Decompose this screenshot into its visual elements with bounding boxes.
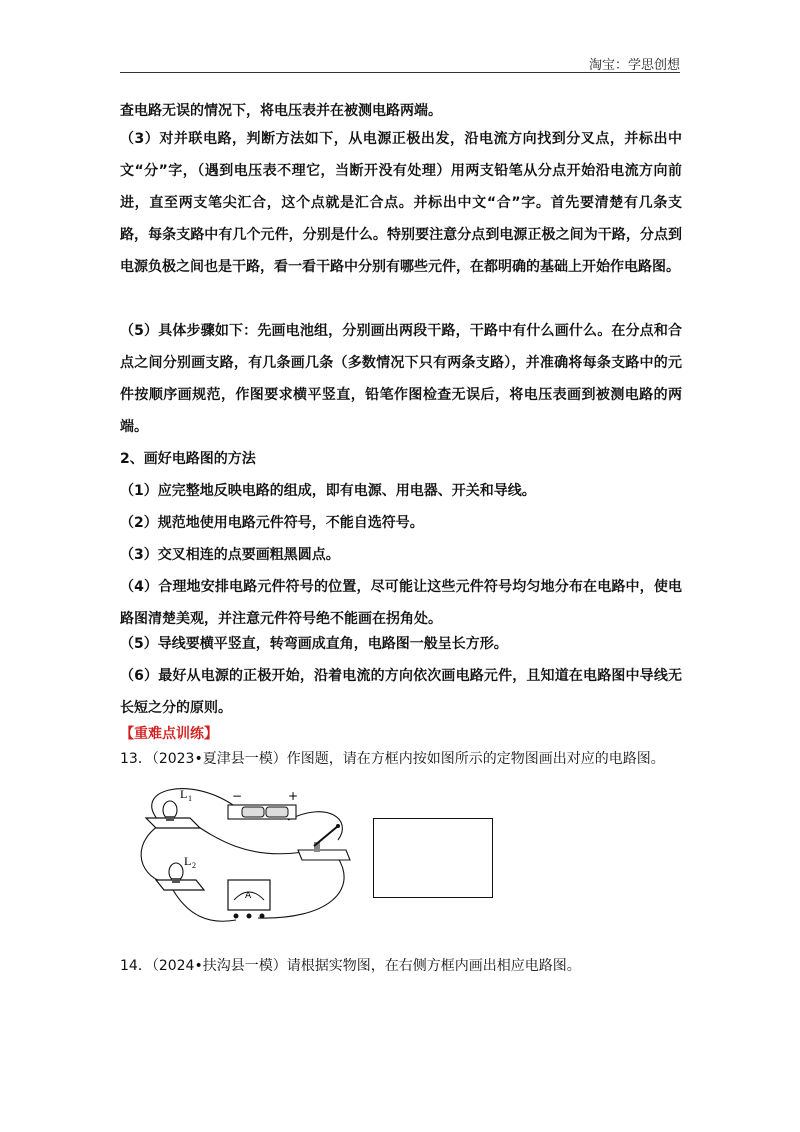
paragraph-continuation: 查电路无误的情况下，将电压表并在被测电路两端。 — [120, 103, 442, 119]
page-header: 淘宝：学思创想 — [588, 58, 680, 73]
method-item-1: （1）应完整地反映电路的组成，即有电源、用电器、开关和导线。 — [120, 483, 536, 499]
circuit-physical-diagram — [128, 780, 360, 928]
key-training-heading: 【重难点训练】 — [120, 726, 218, 742]
label-plus: + — [288, 789, 299, 803]
question-14: 14．（2024•扶沟县一模）请根据实物图，在右侧方框内画出相应电路图。 — [120, 958, 581, 974]
answer-box[interactable] — [373, 818, 493, 898]
label-l2: L — [184, 854, 192, 868]
method-item-4: （4）合理地安排电路元件符号的位置，尽可能让这些元件符号均匀地分布在电路中，使电路图清楚美观，并注意元件符号绝不能画在拐角处。 — [120, 579, 682, 627]
method-item-6: （6）最好从电源的正极开始，沿着电流的方向依次画电路元件，且知道在电路图中导线无长短之分的原则。 — [120, 668, 682, 716]
lamp-l2 — [156, 854, 204, 890]
lamp-l1 — [146, 787, 200, 828]
label-l1: L — [180, 787, 188, 801]
label-l2-sub: 2 — [192, 861, 196, 870]
label-l1-sub: 1 — [188, 794, 192, 803]
question-13: 13．（2023•夏津县一模）作图题，请在方框内按如图所示的定物图画出对应的电路图。 — [120, 751, 665, 767]
paragraph-steps: （5）具体步骤如下：先画电池组，分别画出两段干路，干路中有什么画什么。在分点和合点之间分别画支路，有几条画几条（多数情况下只有两条支路），并准确将每条支路中的元件按顺序画规范，作图要求横平竖直，铅笔作图检查无误后，将电压表画到被测电路的两端。 — [120, 323, 682, 435]
method-item-3: （3）交叉相连的点要画粗黑圆点。 — [120, 547, 340, 563]
paragraph-parallel-circuit: （3）对并联电路，判断方法如下，从电源正极出发，沿电流方向找到分叉点，并标出中文“分”字，（遇到电压表不理它，当断开没有处理）用两支铅笔从分点开始沿电流方向前进，直至两支笔尖汇合，这个点就是汇合点。并标出中文“合”字。首先要清楚有几条支路，每条支路中有几个元件，分别是什么。特别要注意分点到电源正极之间为干路，分点到电源负极之间也是干路，看一看干路中分别有哪些元件，在都明确的基础上开始作电路图。 — [120, 131, 682, 275]
battery-pack — [228, 789, 298, 819]
method-item-5: （5）导线要横平竖直，转弯画成直角，电路图一般呈长方形。 — [120, 636, 508, 652]
label-ammeter: A — [245, 891, 252, 901]
method-item-2: （2）规范地使用电路元件符号，不能自选符号。 — [120, 515, 424, 531]
header-divider — [120, 72, 680, 73]
section-title-method: 2、画好电路图的方法 — [120, 451, 256, 467]
label-minus: − — [232, 789, 243, 803]
ammeter — [228, 880, 270, 919]
